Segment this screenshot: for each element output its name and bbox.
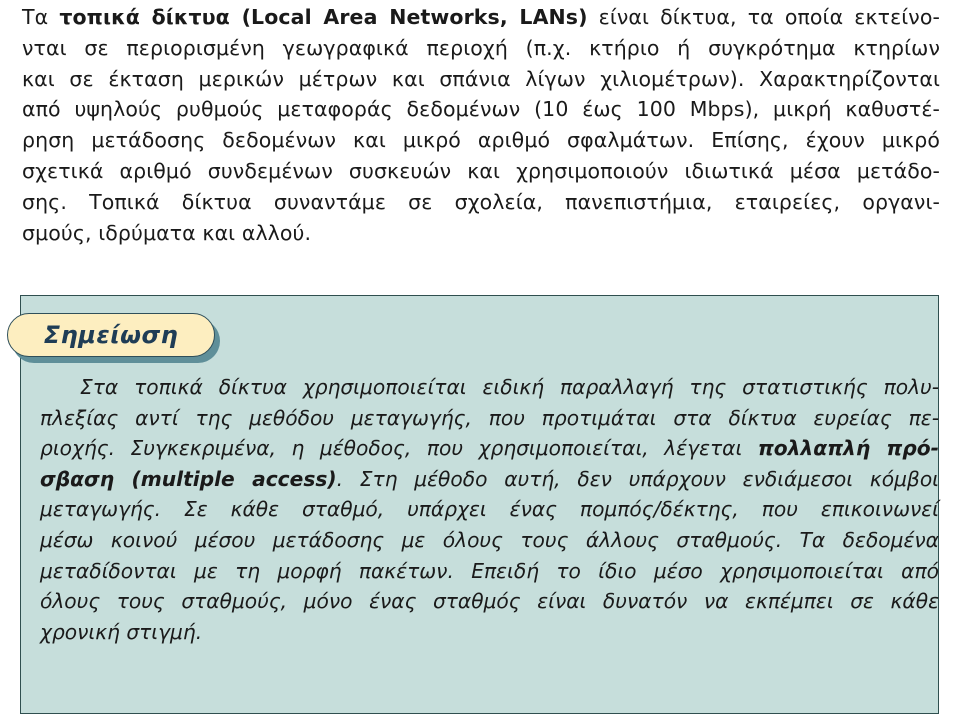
- main-line: σχετικά αριθμό συνδεμένων συσκευών και χρησιμοποιούν ιδιωτικά μέσα μετάδο-: [22, 158, 940, 183]
- note-line-bold-term: πολλαπλή πρό-: [757, 436, 939, 461]
- note-line: [40, 433, 939, 464]
- main-line-text: Τα: [22, 5, 60, 29]
- note-line: μεταγωγής. Σε κάθε σταθμό, υπάρχει ένας πομπός/δέκτης, που επικοινωνεί: [40, 497, 939, 522]
- main-line: ρηση μετάδοσης δεδομένων και μικρό αριθμό σφαλμάτων. Επίσης, έχουν μικρό: [22, 128, 940, 153]
- note-line: πλεξίας αντί της μεθόδου μεταγωγής, που προτιμάται στα δίκτυα ευρείας πε-: [40, 405, 939, 430]
- note-line: όλους τους σταθμούς, μόνο ένας σταθμός είναι δυνατόν να εκπέμπει σε κάθε: [40, 589, 939, 614]
- note-paragraph: [40, 372, 939, 647]
- note-line-text: . Στη μέθοδο αυτή, δεν υπάρχουν ενδιάμεσοι κόμβοι: [336, 466, 939, 491]
- main-line: και σε έκταση μερικών μέτρων και σπάνια λίγων χιλιομέτρων). Χαρακτηρίζονται: [22, 66, 940, 91]
- note-line: μέσω κοινού μέσου μετάδοσης με όλους τους άλλους σταθμούς. Τα δεδομένα: [40, 527, 939, 552]
- note-line: μεταδίδονται με τη μορφή πακέτων. Επειδή το ίδιο μέσο χρησιμοποιείται από: [40, 558, 939, 583]
- note-line-text: ριοχής. Συγκεκριμένα, η μέθοδος, που χρησιμοποιείται, λέγεται: [40, 436, 758, 461]
- note-line: χρονική στιγμή.: [40, 619, 203, 644]
- note-tab: [7, 313, 215, 357]
- main-line-bold-term: τοπικά δίκτυα (Local Area Networks, LANs): [59, 5, 588, 29]
- note-line-bold-term: σβαση (multiple access): [40, 466, 337, 491]
- main-line: νται σε περιορισμένη γεωγραφικά περιοχή (π.χ. κτήριο ή συγκρότημα κτηρίων: [22, 35, 940, 60]
- note-line: Στα τοπικά δίκτυα χρησιμοποιείται ειδική παραλλαγή της στατιστικής πολυ-: [80, 375, 939, 399]
- main-line: σμούς, ιδρύματα και αλλού.: [22, 220, 312, 245]
- note-line: [40, 464, 939, 495]
- main-line: σης. Τοπικά δίκτυα συναντάμε σε σχολεία, πανεπιστήμια, εταιρείες, οργανι-: [22, 189, 940, 214]
- main-line: [22, 2, 940, 33]
- main-line-text: είναι δίκτυα, τα οποία εκτείνο-: [587, 5, 940, 29]
- main-paragraph: [22, 2, 940, 248]
- note-title: Σημείωση: [43, 321, 179, 349]
- main-line: από υψηλούς ρυθμούς μεταφοράς δεδομένων (10 έως 100 Mbps), μικρή καθυστέ-: [22, 97, 940, 122]
